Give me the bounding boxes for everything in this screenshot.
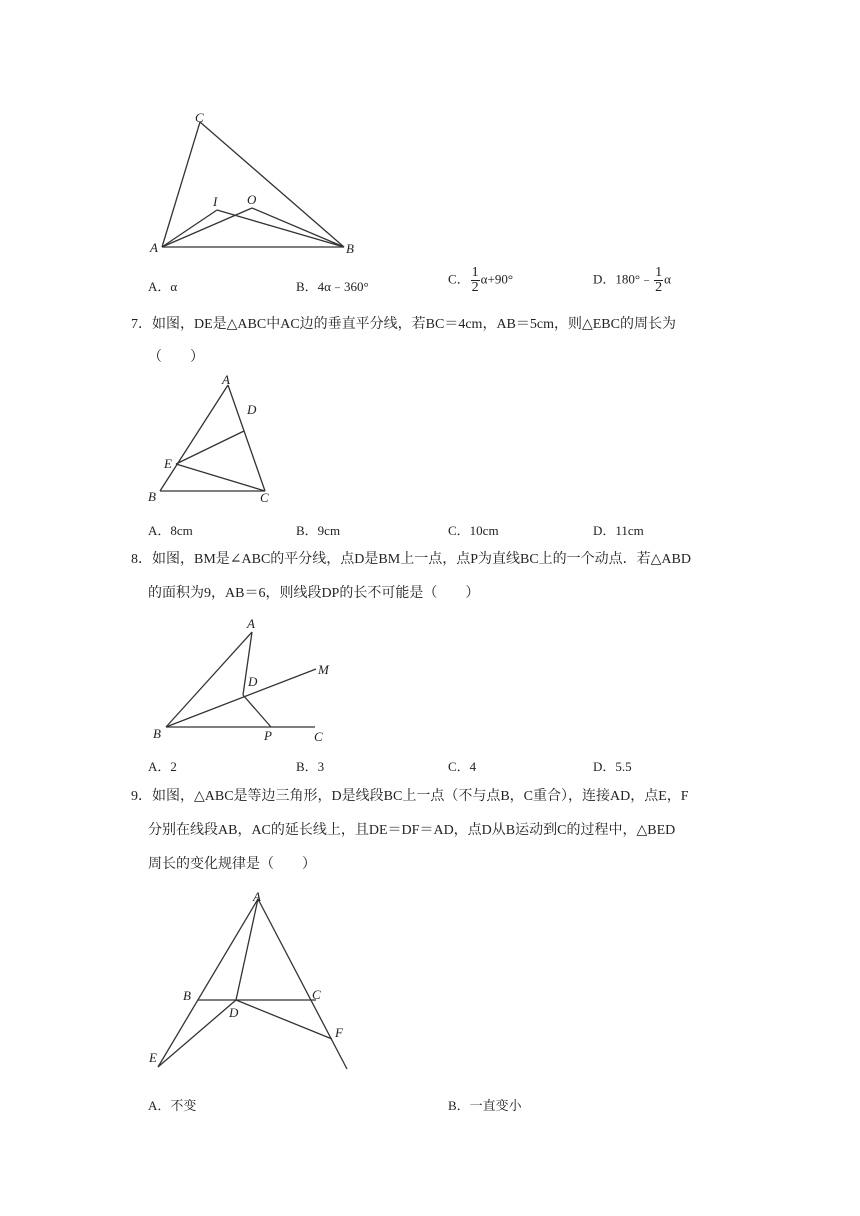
figure-q7 [140, 370, 290, 510]
label-I: I [213, 194, 218, 209]
q7-option-c[interactable]: C．10cm [448, 523, 499, 538]
label-E: E [149, 1050, 157, 1065]
q7-text-line2: （ ） [148, 350, 204, 365]
label-B: B [148, 489, 156, 504]
figure-q9 [140, 885, 370, 1085]
q9-text-line1: 9．如图，△ABC是等边三角形，D是线段BC上一点（不与点B，C重合），连接AD，点E，F [131, 789, 689, 804]
label-D: D [229, 1005, 239, 1020]
q8-text-line2: 的面积为9，AB＝6，则线段DP的长不可能是（ ） [148, 586, 480, 601]
label-C: C [195, 110, 204, 125]
q7-option-a[interactable]: A．8cm [148, 523, 193, 538]
label-A: A [247, 616, 255, 631]
fraction-half: $\frac{1}{2}$ [655, 265, 663, 295]
label-D: D [247, 402, 257, 417]
q9-text-line2: 分别在线段AB，AC的延长线上，且DE＝DF＝AD，点D从B运动到C的过程中，△BED [148, 823, 676, 838]
q8-option-a[interactable]: A．2 [148, 759, 177, 774]
label-F: F [335, 1025, 343, 1040]
fraction-half: $\frac{1}{2}$ [471, 265, 479, 295]
label-B: B [153, 726, 161, 741]
q8-option-b[interactable]: B．3 [296, 759, 325, 774]
label-O: O [247, 192, 257, 207]
figure-q8 [140, 610, 360, 745]
q8-option-d[interactable]: D．5.5 [593, 759, 632, 774]
q6-option-c[interactable]: C． $\frac{1}{2}$ α+90° [448, 265, 514, 295]
q6-option-b[interactable]: B．4α﹣360° [296, 279, 369, 294]
label-E: E [164, 456, 172, 471]
q7-option-d[interactable]: D．11cm [593, 523, 644, 538]
q7-option-b[interactable]: B．9cm [296, 523, 341, 538]
q7-text-line1: 7．如图，DE是△ABC中AC边的垂直平分线，若BC＝4cm，AB＝5cm，则△EBC的周长为 [131, 317, 676, 332]
q6-option-a[interactable]: A．α [148, 279, 178, 294]
label-D: D [248, 674, 258, 689]
label-C: C [312, 987, 321, 1002]
label-P: P [264, 728, 272, 743]
label-B: B [183, 988, 191, 1003]
label-B: B [346, 241, 354, 256]
q8-option-c[interactable]: C．4 [448, 759, 477, 774]
label-A: A [253, 889, 261, 904]
q8-text-line1: 8．如图，BM是∠ABC的平分线，点D是BM上一点，点P为直线BC上的一个动点．若△ABD [131, 552, 691, 567]
label-A: A [150, 240, 158, 255]
label-C: C [260, 490, 269, 505]
q9-text-line3: 周长的变化规律是（ ） [148, 857, 316, 872]
figure-q6 [140, 100, 380, 265]
q6-option-d[interactable]: D．180°﹣ $\frac{1}{2}$ α [593, 265, 671, 295]
q9-option-b[interactable]: B．一直变小 [448, 1098, 522, 1113]
q9-option-a[interactable]: A．不变 [148, 1098, 197, 1113]
label-A: A [222, 372, 230, 387]
label-C: C [314, 729, 323, 744]
label-M: M [318, 662, 329, 677]
